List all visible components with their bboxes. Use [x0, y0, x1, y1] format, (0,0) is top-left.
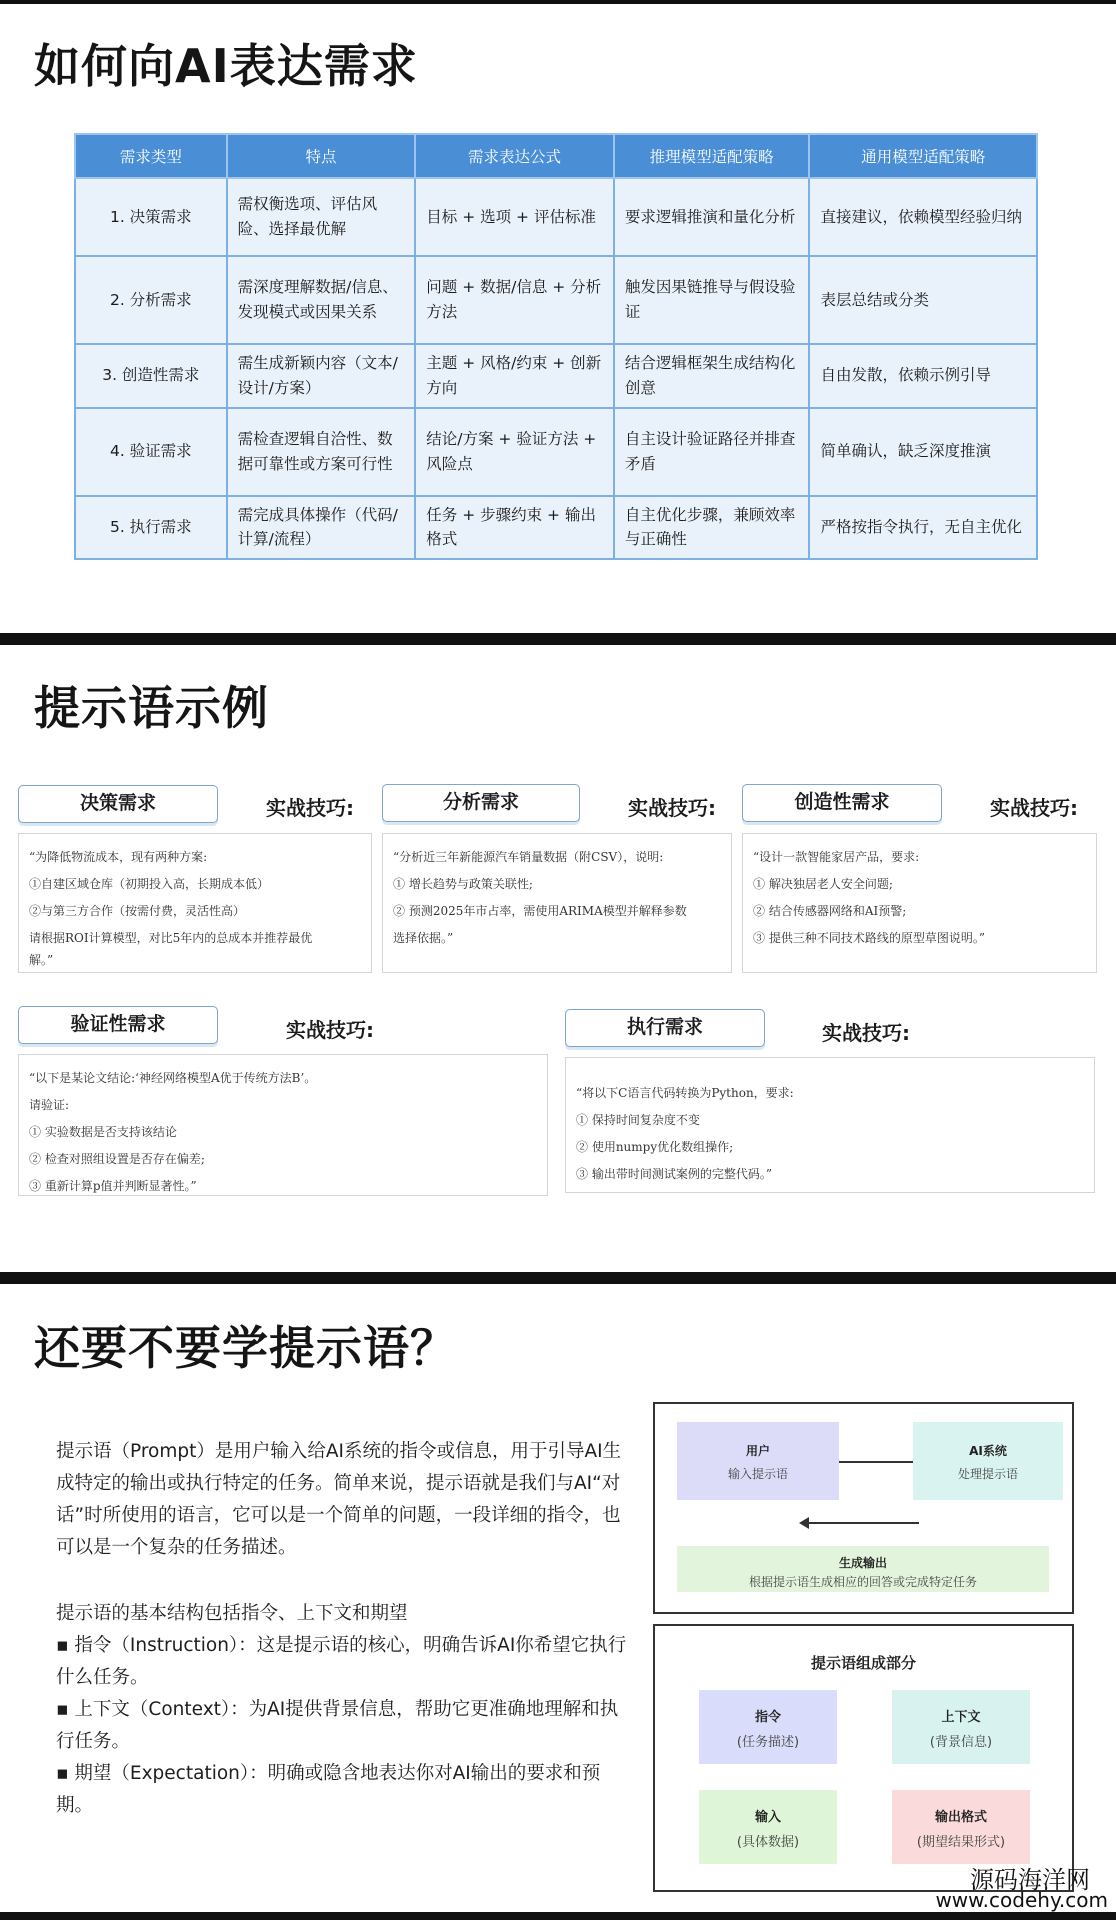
- table-cell: 3. 创造性需求: [75, 344, 227, 408]
- section-title: 如何向AI表达需求: [34, 39, 418, 93]
- card-line: “为降低物流成本，现有两种方案:: [29, 850, 208, 864]
- component-subtitle: (期望结果形式): [916, 1835, 1006, 1850]
- table-cell: 4. 验证需求: [75, 408, 227, 496]
- card-line: ③ 提供三种不同技术路线的原型草图说明。”: [753, 931, 985, 945]
- output-box: [677, 1546, 1049, 1592]
- card-line: “将以下C语言代码转换为Python，要求:: [576, 1086, 794, 1100]
- tips-label: 实战技巧:: [628, 796, 716, 820]
- user-title: 用户: [745, 1444, 770, 1458]
- tips-label: 实战技巧:: [286, 1018, 374, 1042]
- card-line: ② 结合传感器网络和AI预警;: [753, 904, 907, 918]
- card-line: ② 预测2025年市占率，需使用ARIMA模型并解释参数: [393, 904, 687, 918]
- structure-point: ▪ 上下文（Context）：为AI提供背景信息，帮助它更准确地理解和执行任务。: [56, 1699, 619, 1752]
- example-tag: 验证性需求: [18, 1006, 218, 1044]
- ai-subtitle: 处理提示语: [957, 1467, 1018, 1481]
- table-row: [75, 496, 1037, 560]
- card-line: ① 实验数据是否支持该结论: [29, 1125, 177, 1139]
- table-cell: 需深度理解数据/信息、发现模式或因果关系: [227, 256, 416, 344]
- table-cell: 需检查逻辑自洽性、数据可靠性或方案可行性: [227, 408, 416, 496]
- example-tag: 创造性需求: [742, 784, 942, 822]
- intro-paragraph: 提示语（Prompt）是用户输入给AI系统的指令或信息，用于引导AI生成特定的输出或执行特定的任务。简单来说，提示语就是我们与AI“对话”时所使用的语言，它可以是一个简单的问题，一段详细的指令，也可以是一个复杂的任务描述。: [56, 1441, 622, 1558]
- tips-label: 实战技巧:: [822, 1021, 910, 1045]
- table-cell: 主题 + 风格/约束 + 创新方向: [415, 344, 614, 408]
- example-card: [382, 833, 732, 973]
- column-header: 特点: [227, 134, 416, 178]
- card-line: ③ 重新计算p值并判断显著性。”: [29, 1179, 197, 1193]
- card-line: ② 使用numpy优化数组操作;: [576, 1140, 734, 1154]
- table-cell: 1. 决策需求: [75, 178, 227, 256]
- card-line: ① 保持时间复杂度不变: [576, 1113, 700, 1127]
- structure-point: ▪ 期望（Expectation）：明确或隐含地表达你对AI输出的要求和预期。: [56, 1763, 601, 1816]
- table-row: [75, 344, 1037, 408]
- table-cell: 自主设计验证路径并排查矛盾: [614, 408, 810, 496]
- table-cell: 自主优化步骤，兼顾效率与正确性: [614, 496, 810, 560]
- table-cell: 2. 分析需求: [75, 256, 227, 344]
- table-row: [75, 408, 1037, 496]
- prompt-components-diagram: [653, 1624, 1074, 1892]
- card-line: “设计一款智能家居产品，要求:: [753, 850, 920, 864]
- card-line: ①自建区域仓库（初期投入高，长期成本低）: [29, 877, 270, 891]
- table-cell: 需权衡选项、评估风险、选择最优解: [227, 178, 416, 256]
- component-subtitle: (具体数据): [736, 1835, 800, 1850]
- table-cell: 简单确认，缺乏深度推演: [809, 408, 1037, 496]
- table-cell: 问题 + 数据/信息 + 分析方法: [415, 256, 614, 344]
- component-output-format: [892, 1790, 1030, 1864]
- tips-label: 实战技巧:: [266, 796, 354, 820]
- watermark-url: www.codehy.com: [935, 1888, 1108, 1912]
- column-header: 通用模型适配策略: [809, 134, 1037, 178]
- table-header-row: [75, 134, 1037, 178]
- table-cell: 目标 + 选项 + 评估标准: [415, 178, 614, 256]
- table-cell: 直接建议，依赖模型经验归纳: [809, 178, 1037, 256]
- bottom-divider: [0, 1912, 1116, 1920]
- card-line: “以下是某论文结论:‘神经网络模型A优于传统方法B’。: [29, 1071, 317, 1085]
- connector-line: [839, 1461, 913, 1463]
- component-title: 输入: [754, 1810, 781, 1825]
- component-instruction: [699, 1690, 837, 1764]
- table-cell: 结论/方案 + 验证方法 + 风险点: [415, 408, 614, 496]
- column-header: 推理模型适配策略: [614, 134, 810, 178]
- card-line: ① 增长趋势与政策关联性;: [393, 877, 533, 891]
- left-arrow-icon: [801, 1522, 919, 1524]
- table-cell: 严格按指令执行，无自主优化: [809, 496, 1037, 560]
- structure-heading: 提示语的基本结构包括指令、上下文和期望: [56, 1603, 408, 1624]
- table-cell: 需完成具体操作（代码/计算/流程）: [227, 496, 416, 560]
- example-tag: 执行需求: [565, 1009, 765, 1047]
- structure-point: ▪ 指令（Instruction）：这是提示语的核心，明确告诉AI你希望它执行什么任务。: [56, 1635, 627, 1688]
- component-subtitle: (任务描述): [736, 1735, 800, 1750]
- ai-title: AI系统: [969, 1444, 1007, 1458]
- card-line: 请验证:: [29, 1098, 70, 1112]
- table-row: [75, 256, 1037, 344]
- table-cell: 5. 执行需求: [75, 496, 227, 560]
- top-divider: [0, 0, 1116, 4]
- section-divider: [0, 1272, 1116, 1284]
- section-divider: [0, 633, 1116, 645]
- column-header: 需求类型: [75, 134, 227, 178]
- example-tag: 决策需求: [18, 785, 218, 823]
- card-line: ③ 输出带时间测试案例的完整代码。”: [576, 1167, 772, 1181]
- component-subtitle: (背景信息): [929, 1735, 993, 1750]
- table-cell: 需生成新颖内容（文本/设计/方案）: [227, 344, 416, 408]
- example-card: [18, 833, 372, 973]
- component-title: 上下文: [941, 1710, 981, 1725]
- table-cell: 触发因果链推导与假设验证: [614, 256, 810, 344]
- card-line: “分析近三年新能源汽车销量数据（附CSV），说明:: [393, 850, 664, 864]
- card-line: ②与第三方合作（按需付费，灵活性高）: [29, 904, 246, 918]
- components-title: 提示语组成部分: [810, 1654, 916, 1672]
- column-header: 需求表达公式: [415, 134, 614, 178]
- section-title: 还要不要学提示语？: [34, 1321, 457, 1375]
- table-cell: 自由发散，依赖示例引导: [809, 344, 1037, 408]
- component-input: [699, 1790, 837, 1864]
- tips-label: 实战技巧:: [990, 796, 1078, 820]
- section-title: 提示语示例: [34, 681, 269, 735]
- watermark-name: 源码海洋网: [970, 1866, 1090, 1894]
- ai-system-box: [913, 1422, 1063, 1500]
- card-line: 选择依据。”: [393, 931, 454, 945]
- table-cell: 任务 + 步骤约束 + 输出格式: [415, 496, 614, 560]
- example-card: [565, 1057, 1095, 1193]
- table-cell: 结合逻辑框架生成结构化创意: [614, 344, 810, 408]
- user-box: [677, 1422, 839, 1500]
- card-line: ① 解决独居老人安全问题;: [753, 877, 893, 891]
- component-title: 指令: [754, 1710, 781, 1725]
- example-tag: 分析需求: [382, 784, 580, 822]
- card-line: 解。”: [29, 953, 54, 967]
- component-context: [892, 1690, 1030, 1764]
- requirements-table: [74, 133, 1038, 560]
- example-card: [18, 1054, 548, 1196]
- prompt-flow-diagram: [653, 1402, 1074, 1614]
- output-subtitle: 根据提示语生成相应的回答或完成特定任务: [748, 1575, 977, 1589]
- table-cell: 要求逻辑推演和量化分析: [614, 178, 810, 256]
- user-subtitle: 输入提示语: [727, 1467, 788, 1481]
- card-line: ② 检查对照组设置是否存在偏差;: [29, 1152, 205, 1166]
- output-title: 生成输出: [838, 1556, 887, 1570]
- table-cell: 表层总结或分类: [809, 256, 1037, 344]
- table-row: [75, 178, 1037, 256]
- card-line: 请根据ROI计算模型，对比5年内的总成本并推荐最优: [29, 931, 313, 945]
- example-card: [742, 833, 1097, 973]
- component-title: 输出格式: [934, 1810, 987, 1825]
